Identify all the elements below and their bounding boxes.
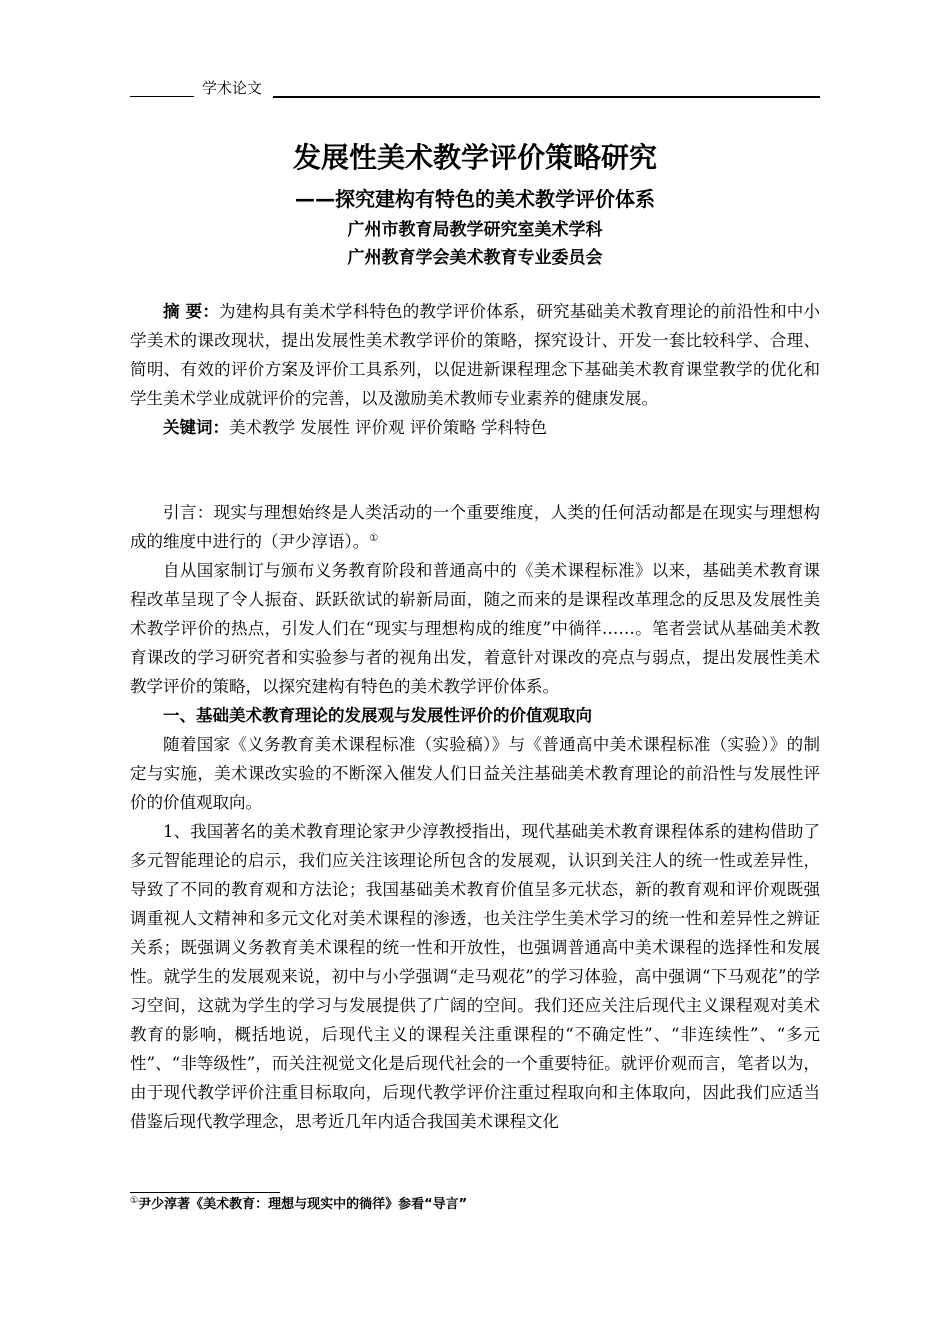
- main-body: [130, 498, 820, 1136]
- header-label: 学术论文: [202, 79, 263, 97]
- keywords-label: 关键词：: [163, 418, 229, 437]
- section-heading-1: 一、基础美术教育理论的发展观与发展性评价的价值观取向: [163, 706, 592, 725]
- affiliation-2: 广州教育学会美术教育专业委员会: [347, 248, 603, 268]
- affiliation-1: 广州市教育局教学研究室美术学科: [347, 220, 603, 240]
- abstract-text: 为建构具有美术学科特色的教学评价体系，研究基础美术教育理论的前沿性和中小学美术的课改现状，提出发展性美术教学评价的策略，探究设计、开发一套比较科学、合理、简明、有效的评价方案及评价工具系列，以促进新课程理念下基础美术教育课堂教学的优化和学生美术学业成就评价的完善，以及激励美术教师专业素养的健康发展。: [130, 302, 821, 408]
- keywords-text: 美术教学 发展性 评价观 评价策略 学科特色: [229, 418, 547, 437]
- paper-subtitle: ——探究建构有特色的美术教学评价体系: [295, 187, 655, 211]
- header-rule-left: [130, 96, 194, 97]
- intro-label: 引言：: [163, 503, 214, 522]
- paper-title: 发展性美术教学评价策略研究: [292, 141, 657, 174]
- abstract-label: 摘 要：: [163, 302, 220, 321]
- header-rule-right: [273, 96, 820, 98]
- footnote: [130, 1195, 820, 1215]
- footnote-rule: [130, 1192, 280, 1193]
- body-paragraph-2: 随着国家《义务教育美术课程标准（实验稿）》与《普通高中美术课程标准（实验）》的制定与实施，美术课改实验的不断深入催发人们日益关注基础美术教育理论的前沿性与发展性评价的价值观取向。: [130, 735, 820, 812]
- footnote-mark: ①: [130, 1196, 139, 1206]
- body-paragraph-1: 自从国家制订与颁布义务教育阶段和普通高中的《美术课程标准》以来，基础美术教育课程改革呈现了令人振奋、跃跃欲试的崭新局面，随之而来的是课程改革理念的反思及发展性美术教学评价的热点，引发人们在“现实与理想构成的维度”中徜徉……。笔者尝试从基础美术教育课改的学习研究者和实验参与者的视角出发，着意针对课改的亮点与弱点，提出发展性美术教学评价的策略，以探究建构有特色的美术教学评价体系。: [130, 561, 820, 696]
- footnote-reference: ①: [369, 533, 379, 544]
- body-paragraph-3: 1、我国著名的美术教育理论家尹少淳教授指出，现代基础美术教育课程体系的建构借助了多元智能理论的启示，我们应关注该理论所包含的发展观，认识到关注人的统一性或差异性，导致了不同的教育观和方法论；我国基础美术教育价值呈多元状态，新的教育观和评价观既强调重视人文精神和多元文化对美术课程的渗透，也关注学生美术学习的统一性和差异性之辨证关系；既强调义务教育美术课程的统一性和开放性，也强调普通高中美术课程的选择性和发展性。就学生的发展观来说，初中与小学强调“走马观花”的学习体验，高中强调“下马观花”的学习空间，这就为学生的学习与发展提供了广阔的空间。我们还应关注后现代主义课程观对美术教育的影响，概括地说，后现代主义的课程关注重课程的“不确定性”、“非连续性”、“多元性”、“非等级性”，而关注视觉文化是后现代社会的一个重要特征。就评价观而言，笔者以为，由于现代教学评价注重目标取向，后现代教学评价注重过程取向和主体取向，因此我们应适当借鉴后现代教学理念，思考近几年内适合我国美术课程文化: [130, 822, 820, 1131]
- intro-paragraph: [130, 498, 820, 556]
- abstract-block: [130, 297, 820, 442]
- keywords-paragraph: [130, 413, 820, 442]
- running-header: [130, 77, 820, 101]
- intro-text: 现实与理想始终是人类活动的一个重要维度，人类的任何活动都是在现实与理想构成的维度中进行的（尹少淳语）。: [130, 503, 821, 551]
- footnote-text: 尹少淳著《美术教育：理想与现实中的徜徉》参看“导言”: [138, 1197, 468, 1212]
- abstract-paragraph: [130, 297, 820, 413]
